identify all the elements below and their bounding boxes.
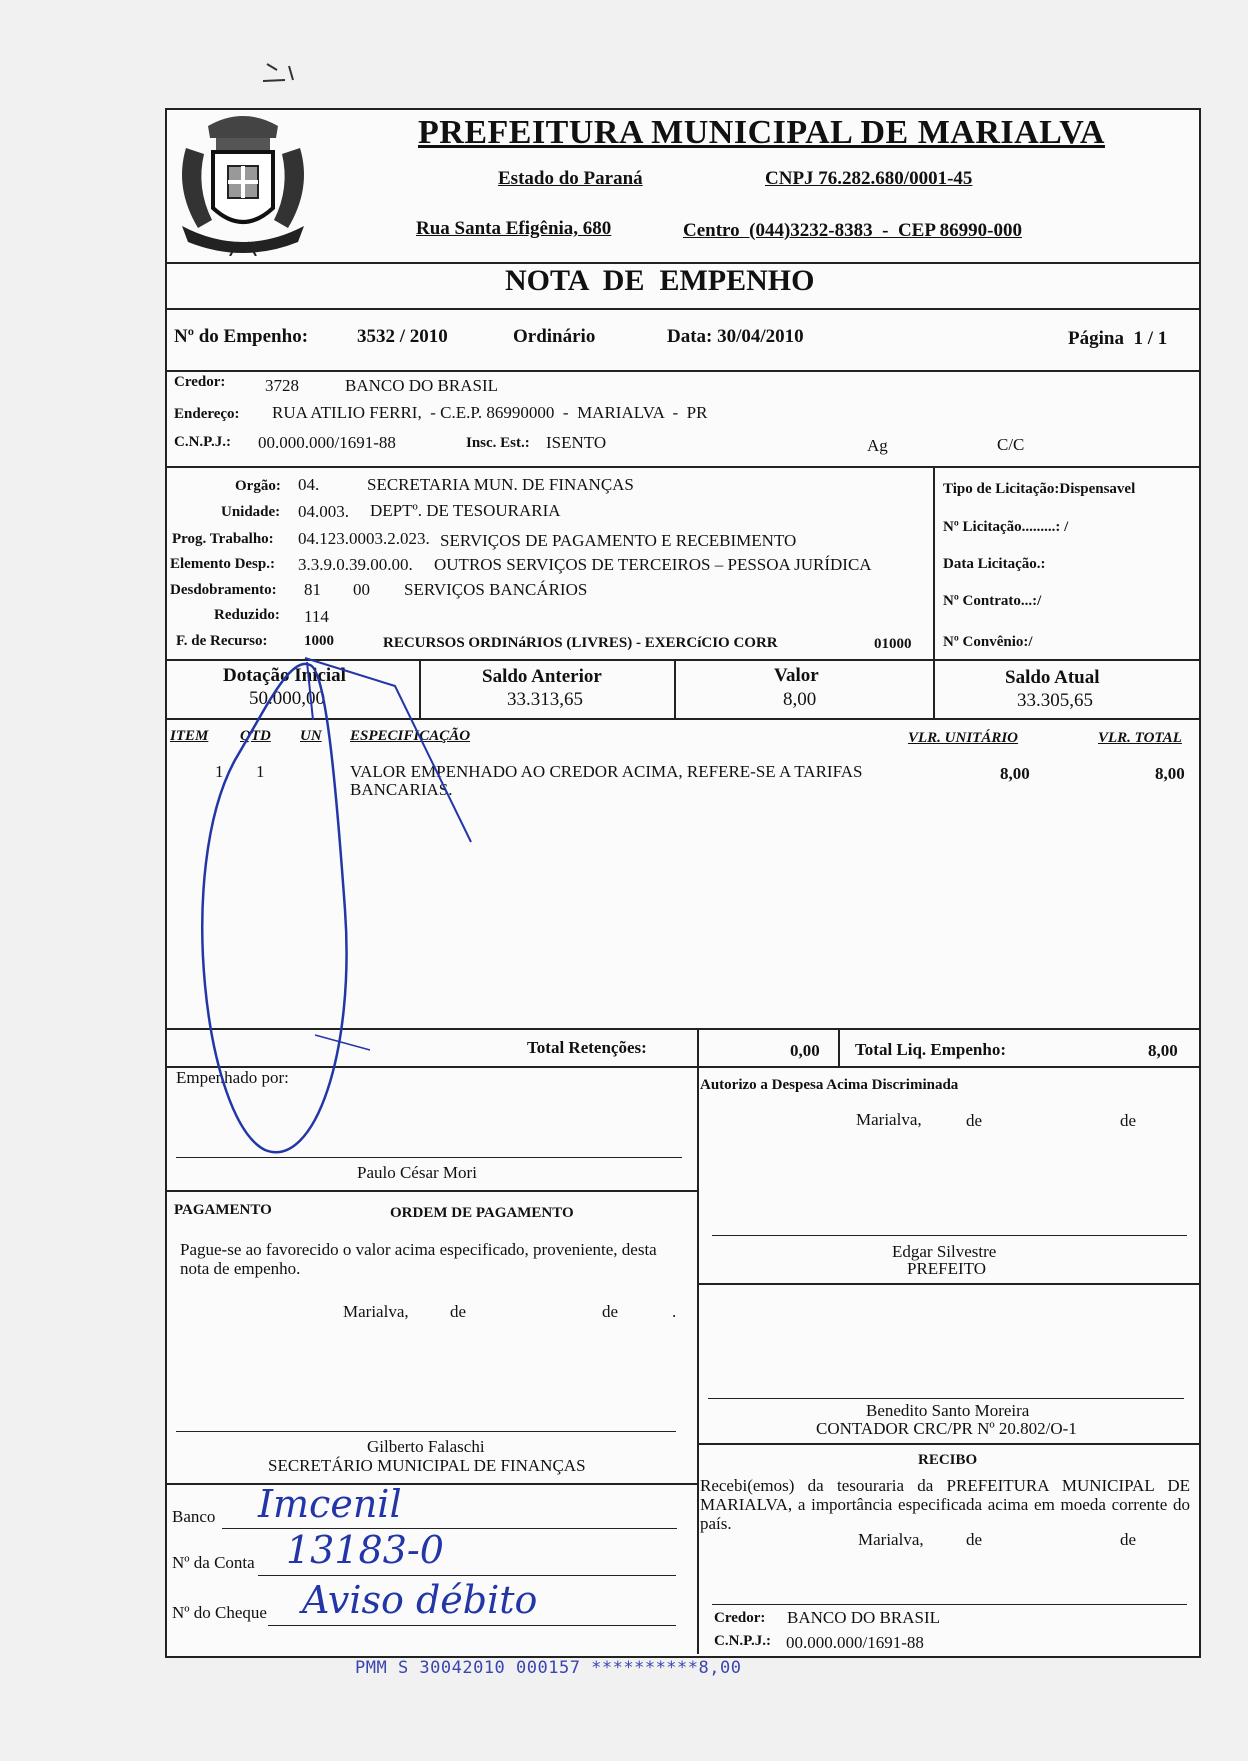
retencoes-value: 0,00 xyxy=(790,1041,820,1060)
item-total-value: 8,00 xyxy=(1155,764,1185,783)
saldo-atual-label: Saldo Atual xyxy=(1005,667,1100,688)
pagamento-dot: . xyxy=(672,1302,677,1321)
liquido-value: 8,00 xyxy=(1148,1041,1178,1060)
saldo-anterior-label: Saldo Anterior xyxy=(482,666,602,687)
empenhado-label: Empenhado por: xyxy=(176,1068,289,1087)
col-unit-value: VLR. UNITÁRIO xyxy=(908,730,1019,746)
valor-label: Valor xyxy=(774,665,819,686)
secretario-title: SECRETÁRIO MUNICIPAL DE FINANÇAS xyxy=(268,1456,586,1475)
contador-title: CONTADOR CRC/PR Nº 20.802/O-1 xyxy=(816,1419,1077,1438)
pagamento-place: Marialva, xyxy=(343,1302,409,1321)
item-unit-value: 8,00 xyxy=(1000,764,1030,783)
recibo-label: RECIBO xyxy=(918,1452,978,1468)
pagamento-de2: de xyxy=(602,1302,619,1321)
recibo-de2: de xyxy=(1120,1530,1137,1549)
reduzido-label: Reduzido: xyxy=(214,607,280,623)
recurso-code2: 01000 xyxy=(874,636,912,652)
empenho-number: 3532 / 2010 xyxy=(357,326,448,347)
pagamento-de1: de xyxy=(450,1302,467,1321)
data-licitacao: Data Licitação.: xyxy=(943,556,1046,572)
col-item: ITEM xyxy=(170,728,209,744)
account-label: C/C xyxy=(997,435,1025,454)
desdobramento-name: SERVIÇOS BANCÁRIOS xyxy=(404,580,588,599)
empenhado-signer: Paulo César Mori xyxy=(357,1163,477,1182)
item-number: 1 xyxy=(215,762,224,781)
unidade-label: Unidade: xyxy=(221,504,281,520)
numero-licitacao: Nº Licitação.........: / xyxy=(943,519,1069,535)
credor-name: BANCO DO BRASIL xyxy=(345,376,499,395)
orgao-label: Orgão: xyxy=(235,478,281,494)
agency-label: Ag xyxy=(867,436,888,455)
item-qty: 1 xyxy=(256,762,265,781)
address-field-label: Endereço: xyxy=(174,406,240,422)
recurso-code: 1000 xyxy=(304,633,334,649)
item-spec-line1: VALOR EMPENHADO AO CREDOR ACIMA, REFERE-SE A TARIFAS xyxy=(350,762,863,781)
desdobramento-code2: 00 xyxy=(353,580,370,599)
prog-code: 04.123.0003.2.023. xyxy=(298,529,430,548)
secretario-name: Gilberto Falaschi xyxy=(367,1437,485,1456)
item-spec-line2: BANCARIAS. xyxy=(350,780,453,799)
empenho-date: Data: 30/04/2010 xyxy=(667,326,804,347)
address-label: Centro (044)3232-8383 - CEP 86990-000 xyxy=(683,220,1022,241)
numero-convenio: Nº Convênio:/ xyxy=(943,634,1033,650)
pagamento-label: PAGAMENTO xyxy=(174,1202,272,1218)
elemento-code: 3.3.9.0.39.00.00. xyxy=(298,555,413,574)
col-specification: ESPECIFICAÇÃO xyxy=(350,728,471,744)
empenho-number-label: Nº do Empenho: xyxy=(174,326,309,347)
valor-value: 8,00 xyxy=(783,689,817,710)
pagamento-text: Pague-se ao favorecido o valor acima especificado, proveniente, desta nota de empenho. xyxy=(180,1240,657,1278)
tipo-licitacao: Tipo de Licitação:Dispensavel xyxy=(943,481,1136,497)
recibo-cnpj-label: C.N.P.J.: xyxy=(714,1633,771,1649)
banco-handwritten: Imcenil xyxy=(258,1482,402,1526)
liquido-label: Total Liq. Empenho: xyxy=(855,1040,1006,1059)
banco-label: Banco xyxy=(172,1507,216,1526)
prefeito-name: Edgar Silvestre xyxy=(892,1242,997,1261)
col-total-value: VLR. TOTAL xyxy=(1098,730,1182,746)
unidade-code: 04.003. xyxy=(298,502,349,521)
saldo-atual-value: 33.305,65 xyxy=(1017,690,1093,711)
conta-label: Nº da Conta xyxy=(172,1553,255,1572)
elemento-label: Elemento Desp.: xyxy=(170,556,275,572)
recurso-name: RECURSOS ORDINáRIOS (LIVRES) - EXERCíCIO CORR xyxy=(383,635,778,651)
numero-contrato: Nº Contrato...:/ xyxy=(943,593,1042,609)
orgao-code: 04. xyxy=(298,475,320,494)
state-label: Estado do Paraná xyxy=(498,168,643,189)
cheque-label: Nº do Cheque xyxy=(172,1603,267,1622)
ordem-pagamento-label: ORDEM DE PAGAMENTO xyxy=(390,1205,574,1221)
street-label: Rua Santa Efigênia, 680 xyxy=(416,218,612,239)
reduzido-value: 114 xyxy=(304,607,329,626)
desdobramento-code1: 81 xyxy=(304,580,321,599)
cnpj-label: CNPJ 76.282.680/0001-45 xyxy=(765,168,973,189)
recibo-place: Marialva, xyxy=(858,1530,924,1549)
cheque-handwritten: Aviso débito xyxy=(302,1578,538,1622)
autorizo-label: Autorizo a Despesa Acima Discriminada xyxy=(700,1077,959,1093)
autorizo-de1: de xyxy=(966,1111,983,1130)
recibo-credor: BANCO DO BRASIL xyxy=(787,1608,941,1627)
credor-cnpj: 00.000.000/1691-88 xyxy=(258,433,396,452)
empenho-type: Ordinário xyxy=(513,326,596,347)
municipal-coat-of-arms-icon xyxy=(168,108,318,256)
unidade-name: DEPTº. DE TESOURARIA xyxy=(370,501,561,520)
retencoes-label: Total Retenções: xyxy=(527,1038,647,1057)
credor-code: 3728 xyxy=(265,376,299,395)
prefeito-title: PREFEITO xyxy=(907,1259,987,1278)
mechanical-stamp: PMM S 30042010 000157 **********8,00 xyxy=(355,1658,742,1678)
autorizo-place: Marialva, xyxy=(856,1110,922,1129)
page-number: Página 1 / 1 xyxy=(1068,328,1168,349)
dotacao-label: Dotação Inicial xyxy=(223,665,346,686)
orgao-name: SECRETARIA MUN. DE FINANÇAS xyxy=(367,475,634,494)
col-un: UN xyxy=(300,728,322,744)
autorizo-de2: de xyxy=(1120,1111,1137,1130)
contador-name: Benedito Santo Moreira xyxy=(866,1401,1030,1420)
dotacao-value: 50.000,00 xyxy=(249,688,325,709)
conta-handwritten: 13183-0 xyxy=(286,1528,444,1572)
recibo-de1: de xyxy=(966,1530,983,1549)
credor-address: RUA ATILIO FERRI, - C.E.P. 86990000 - MARIALVA - PR xyxy=(272,403,708,422)
prog-label: Prog. Trabalho: xyxy=(172,531,274,547)
recibo-text: Recebi(emos) da tesouraria da PREFEITURA MUNICIPAL DE MARIALVA, a importância especificada acima em moeda corrente do país. xyxy=(700,1476,1190,1533)
saldo-anterior-value: 33.313,65 xyxy=(507,689,583,710)
insc-label: Insc. Est.: xyxy=(466,435,530,451)
prog-name: SERVIÇOS DE PAGAMENTO E RECEBIMENTO xyxy=(440,531,797,550)
recibo-cnpj: 00.000.000/1691-88 xyxy=(786,1633,924,1652)
insc-value: ISENTO xyxy=(546,433,607,452)
col-qtd: QTD xyxy=(240,728,271,744)
scan-mark xyxy=(255,56,295,76)
recurso-label: F. de Recurso: xyxy=(176,633,268,649)
desdobramento-label: Desdobramento: xyxy=(170,582,277,598)
document-title: NOTA DE EMPENHO xyxy=(505,264,815,297)
recibo-credor-label: Credor: xyxy=(714,1610,766,1626)
credor-label: Credor: xyxy=(174,374,226,390)
elemento-name: OUTROS SERVIÇOS DE TERCEIROS – PESSOA JURÍDICA xyxy=(434,555,872,574)
cancellation-mark-icon xyxy=(195,650,495,1160)
page-title: PREFEITURA MUNICIPAL DE MARIALVA xyxy=(418,114,1105,151)
cnpj-field-label: C.N.P.J.: xyxy=(174,434,231,450)
